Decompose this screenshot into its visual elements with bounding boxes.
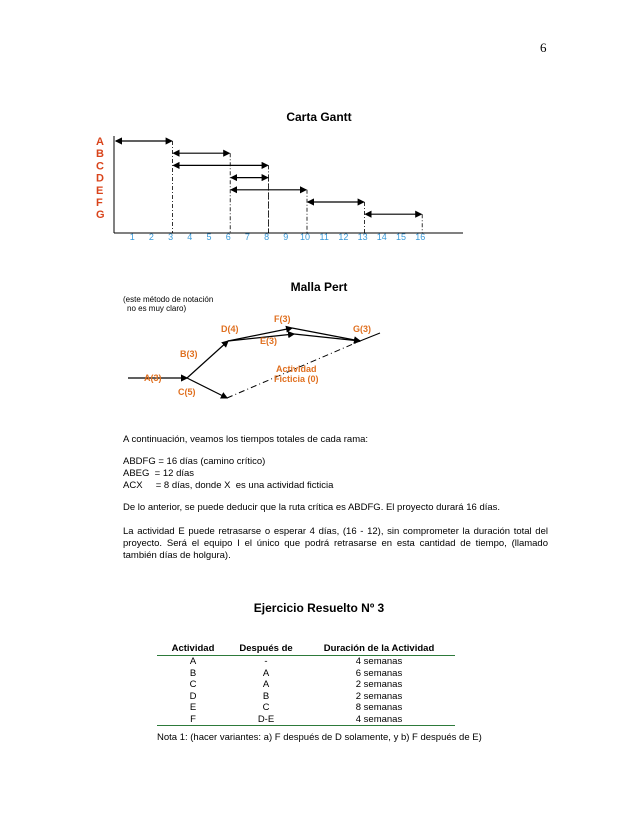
pert-note (123, 295, 213, 313)
gantt-axis-tick-label: 12 (338, 232, 349, 242)
pert-label-g: G(3) (353, 324, 371, 334)
table-row (157, 714, 455, 726)
gantt-axis-tick-label: 2 (148, 232, 154, 242)
pert-label-a: A(3) (144, 373, 162, 383)
cell-duration: 6 semanas (355, 667, 403, 679)
gantt-axis-tick-label: 15 (395, 232, 407, 242)
header-actividad: Actividad (157, 643, 229, 656)
gantt-axis-tick-label: 13 (357, 232, 368, 242)
gantt-row-label: B (96, 148, 104, 161)
cell-activity: A (189, 656, 197, 667)
route-1: ABDFG = 16 días (camino crítico) (123, 456, 266, 467)
table-row (157, 656, 455, 668)
gantt-title: Carta Gantt (286, 110, 352, 124)
paragraph-slack: La actividad E puede retrasarse o esperar 4 días, (16 - 12), sin comprometer la duración total del proyecto. Será el equipo I el único que podrá retrasarse en esta cantidad de tiempo, (llamado también días de holgura). (123, 526, 548, 561)
cell-duration: 2 semanas (355, 690, 403, 702)
gantt-axis-tick-label: 1 (129, 232, 135, 242)
cell-activity: C (189, 679, 197, 690)
pert-label-d: D(4) (221, 324, 239, 334)
table-row (157, 702, 455, 714)
pert-label-dummy-1: Actividad (276, 364, 317, 374)
gantt-row-label: G (96, 209, 105, 222)
pert-label-e: E(3) (260, 336, 278, 346)
pert-label-c: C(5) (178, 387, 196, 397)
gantt-axis-tick-label: 3 (168, 232, 174, 242)
gantt-axis-tick-label: 9 (283, 232, 289, 242)
cell-predecessor: A (262, 667, 270, 679)
gantt-axis-tick-label: 6 (225, 232, 231, 242)
table-row (157, 679, 455, 691)
gantt-row-label: A (96, 136, 104, 148)
cell-activity: D (189, 690, 197, 702)
cell-predecessor: B (262, 690, 270, 702)
gantt-row-label: E (96, 184, 104, 197)
gantt-row-label: D (96, 172, 104, 185)
cell-activity: B (189, 667, 197, 679)
note-1: Nota 1: (hacer variantes: a) F después de D solamente, y b) F después de E) (157, 732, 482, 743)
cell-activity: E (189, 702, 197, 713)
table-row (157, 668, 455, 680)
gantt-axis-tick-label: 10 (299, 232, 311, 242)
gantt-axis-tick-label: 8 (264, 232, 270, 242)
activity-table (157, 643, 455, 726)
table-header-row (157, 643, 455, 656)
table-row (157, 691, 455, 703)
header-despues-de: Después de (229, 643, 303, 656)
gantt-axis-tick-label: 5 (206, 232, 212, 242)
header-duracion: Duración de la Actividad (303, 643, 455, 656)
pert-label-b: B(3) (180, 349, 198, 359)
cell-predecessor: - (264, 656, 268, 667)
gantt-axis-tick-label: 7 (244, 232, 250, 242)
cell-predecessor: D-E (229, 714, 303, 726)
cell-duration: 8 semanas (355, 702, 403, 713)
route-3: ACX = 8 días, donde X es una actividad ficticia (123, 480, 334, 491)
cell-duration: 4 semanas (355, 656, 403, 667)
pert-note-line2: no es muy claro) (127, 304, 187, 313)
gantt-row-label: F (96, 197, 103, 209)
gantt-axis-tick-label: 4 (187, 232, 193, 242)
pert-network (128, 328, 380, 398)
pert-edge-b (187, 341, 228, 378)
cell-duration: 4 semanas (303, 714, 455, 726)
pert-note-line1: (este método de notación (123, 295, 214, 304)
gantt-axis-tick-label: 11 (319, 232, 329, 242)
pert-label-f: F(3) (274, 314, 291, 324)
cell-predecessor: C (262, 702, 270, 713)
cell-predecessor: A (262, 679, 270, 690)
page-number: 6 (540, 40, 547, 55)
gantt-axis-tick-label: 14 (376, 232, 387, 242)
gantt-row-label: C (96, 160, 104, 173)
intro-text: A continuación, veamos los tiempos totales de cada rama: (123, 434, 369, 445)
pert-label-dummy-2: Ficticia (0) (274, 374, 319, 384)
gantt-axis-tick-label: 16 (415, 232, 426, 242)
route-2: ABEG = 12 días (123, 468, 195, 479)
cell-activity: F (157, 714, 229, 726)
pert-title: Malla Pert (290, 280, 348, 294)
cell-duration: 2 semanas (355, 679, 403, 690)
paragraph-critical-path: De lo anterior, se puede deducir que la ruta crítica es ABDFG. El proyecto durará 16 días. (123, 502, 501, 513)
exercise-title: Ejercicio Resuelto Nº 3 (253, 601, 385, 615)
